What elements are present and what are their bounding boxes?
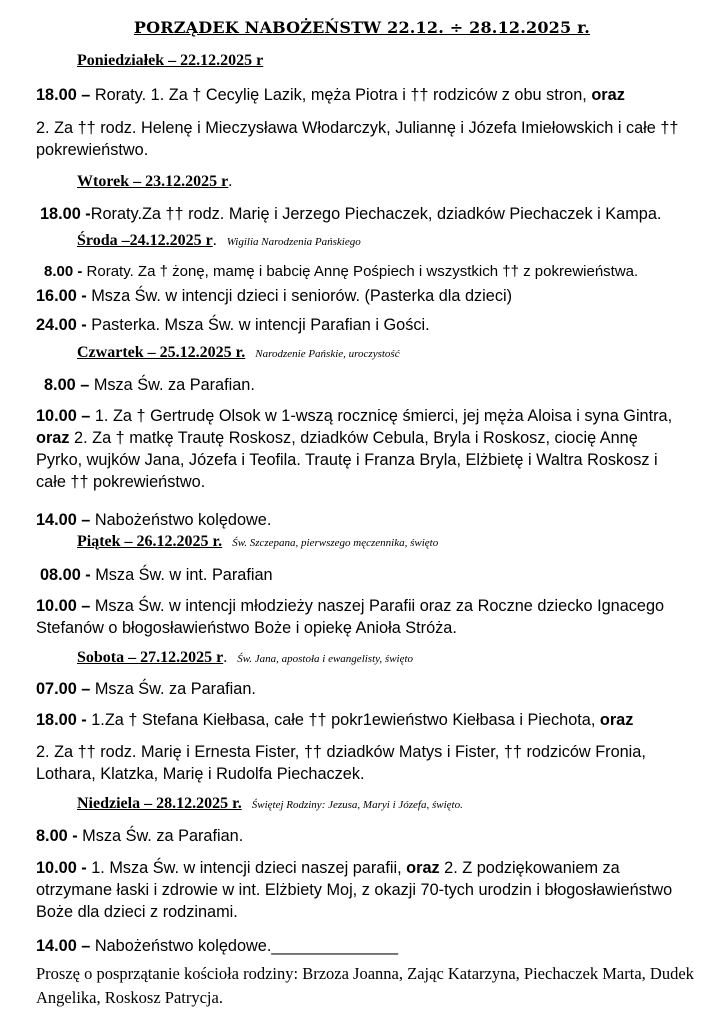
day-subtitle: Świętej Rodziny: Jezusa, Maryi i Józefa, święto. bbox=[251, 799, 463, 811]
mass-time: 14.00 – bbox=[36, 511, 91, 529]
mass-intention: Roraty. Za † żonę, mamę i babcię Annę Pośpiech i wszystkich †† z pokrewieństwa. bbox=[86, 263, 639, 280]
mass-intention: Pasterka. Msza Św. w intencji Parafian i Gości. bbox=[91, 316, 430, 334]
mass-intention: Msza Św. w intencji młodzieży naszej Parafii oraz za Roczne dziecko Ignacego Stefanów o błogosławieństwo Boże i opiekę Anioła Stróża. bbox=[36, 597, 665, 637]
conjunction: oraz bbox=[591, 86, 625, 104]
day-name: Niedziela – 28.12.2025 r. bbox=[77, 795, 242, 812]
day-heading-saturday bbox=[77, 649, 413, 667]
mass-time: 18.00 - bbox=[36, 711, 87, 729]
mass-entry bbox=[36, 678, 696, 700]
mass-time: 14.00 – bbox=[36, 937, 91, 955]
conjunction: oraz bbox=[599, 711, 634, 729]
day-suffix: . bbox=[223, 649, 228, 666]
mass-intention: 2. Za †† rodz. Marię i Ernesta Fister, †† dziadków Matys i Fister, †† rodziców Fronia, Lothara, Klatzka, Marię i Rudolfa Piechaczek. bbox=[36, 743, 646, 783]
mass-time: 8.00 - bbox=[44, 263, 83, 280]
mass-intention: 1.Za † Stefana Kiełbasa, całe †† pokr1ewieństwo Kiełbasa i Piechota, bbox=[91, 711, 596, 729]
mass-entry bbox=[40, 203, 700, 225]
mass-entry bbox=[36, 509, 696, 531]
day-suffix: . bbox=[228, 173, 233, 190]
mass-intention: Roraty. 1. Za † Cecylię Lazik, męża Piotra i †† rodziców z obu stron, bbox=[94, 86, 587, 104]
mass-entry bbox=[40, 564, 700, 586]
mass-time: 18.00 – bbox=[36, 86, 91, 104]
mass-intention: 2. Z podziękowaniem za otrzymane łaski i zdrowie w int. Elżbiety Moj, z okazji 70-tych urodzin i błogosławieństwo Boże dla dzieci z rodzinami. bbox=[36, 859, 673, 921]
mass-intention: Msza Św. za Parafian. bbox=[94, 680, 256, 698]
mass-time: 8.00 – bbox=[44, 376, 90, 394]
mass-time: 8.00 - bbox=[36, 827, 78, 845]
mass-intention: Nabożeństwo kolędowe. bbox=[94, 511, 272, 529]
day-subtitle: Św. Jana, apostoła i ewangelisty, święto bbox=[237, 653, 414, 665]
mass-time: 10.00 – bbox=[36, 597, 91, 615]
mass-intention: Roraty.Za †† rodz. Marię i Jerzego Piechaczek, dziadków Piechaczek i Kampa. bbox=[90, 205, 662, 223]
mass-entry bbox=[36, 825, 696, 847]
day-heading-tuesday bbox=[77, 173, 232, 191]
day-name: Czwartek – 25.12.2025 r. bbox=[77, 344, 246, 361]
conjunction: oraz bbox=[36, 429, 70, 447]
day-heading-wednesday bbox=[77, 232, 361, 250]
mass-intention: Msza Św. w int. Parafian bbox=[95, 566, 273, 584]
mass-intention: Nabożeństwo kolędowe.______________ bbox=[94, 937, 399, 955]
mass-intention: Msza Św. za Parafian. bbox=[93, 376, 255, 394]
mass-entry bbox=[36, 741, 696, 785]
day-name: Sobota – 27.12.2025 r bbox=[77, 649, 224, 666]
day-heading-monday bbox=[77, 52, 263, 70]
conjunction: oraz bbox=[406, 859, 440, 877]
day-subtitle: Narodzenie Pańskie, uroczystość bbox=[255, 348, 400, 360]
page-title: PORZĄDEK NABOŻEŃSTW 22.12. ÷ 28.12.2025 r. bbox=[133, 18, 591, 37]
mass-intention: 1. Za † Gertrudę Olsok w 1-wszą rocznicę śmierci, jej męża Aloisa i syna Gintra, bbox=[94, 407, 673, 425]
day-subtitle: Wigilia Narodzenia Pańskiego bbox=[226, 236, 361, 248]
cleaning-notice: Proszę o posprzątanie kościoła rodziny: Brzoza Joanna, Zając Katarzyna, Piechaczek Marta, Dudek Angelika, Roskosz Patrycja. bbox=[36, 964, 694, 1007]
mass-entry bbox=[44, 261, 704, 283]
day-name: Poniedziałek – 22.12.2025 r bbox=[77, 52, 264, 69]
mass-time: 16.00 - bbox=[36, 287, 87, 305]
mass-entry bbox=[36, 709, 696, 731]
mass-entry bbox=[36, 405, 682, 493]
mass-entry bbox=[36, 84, 696, 106]
mass-entry bbox=[36, 285, 696, 307]
mass-intention: 1. Msza Św. w intencji dzieci naszej parafii, bbox=[91, 859, 402, 877]
day-suffix: . bbox=[212, 232, 217, 249]
day-name: Wtorek – 23.12.2025 r bbox=[77, 173, 229, 190]
mass-entry bbox=[36, 314, 696, 336]
mass-time: 08.00 - bbox=[40, 566, 91, 584]
mass-time: 24.00 - bbox=[36, 316, 87, 334]
mass-entry bbox=[44, 374, 704, 396]
mass-time: 10.00 – bbox=[36, 407, 91, 425]
day-name: Piątek – 26.12.2025 r. bbox=[77, 533, 223, 550]
day-heading-friday bbox=[77, 533, 438, 551]
mass-entry bbox=[36, 935, 696, 957]
mass-entry bbox=[36, 117, 696, 161]
day-subtitle: Św. Szczepana, pierwszego męczennika, święto bbox=[232, 537, 439, 549]
day-heading-sunday bbox=[77, 795, 463, 813]
mass-intention: Msza Św. w intencji dzieci i seniorów. (Pasterka dla dzieci) bbox=[91, 287, 512, 305]
mass-intention: 2. Za † matkę Trautę Roskosz, dziadków Cebula, Bryla i Roskosz, ciocię Annę Pyrko, wujków Jana, Józefa i Teofila. Trautę i Franza Bryla, Elżbietę i Waltra Roskosz i całe †† pokrewieństwo. bbox=[36, 429, 658, 491]
mass-time: 10.00 - bbox=[36, 859, 87, 877]
mass-intention: Msza Św. za Parafian. bbox=[82, 827, 244, 845]
mass-time: 07.00 – bbox=[36, 680, 91, 698]
mass-intention: 2. Za †† rodz. Helenę i Mieczysława Włodarczyk, Juliannę i Józefa Imiełowskich i całe †† pokrewieństwo. bbox=[36, 119, 679, 159]
mass-time: 18.00 - bbox=[40, 205, 91, 223]
mass-entry bbox=[36, 595, 696, 639]
day-name: Środa –24.12.2025 r bbox=[77, 232, 213, 249]
day-heading-thursday bbox=[77, 344, 400, 362]
mass-entry bbox=[36, 857, 696, 923]
